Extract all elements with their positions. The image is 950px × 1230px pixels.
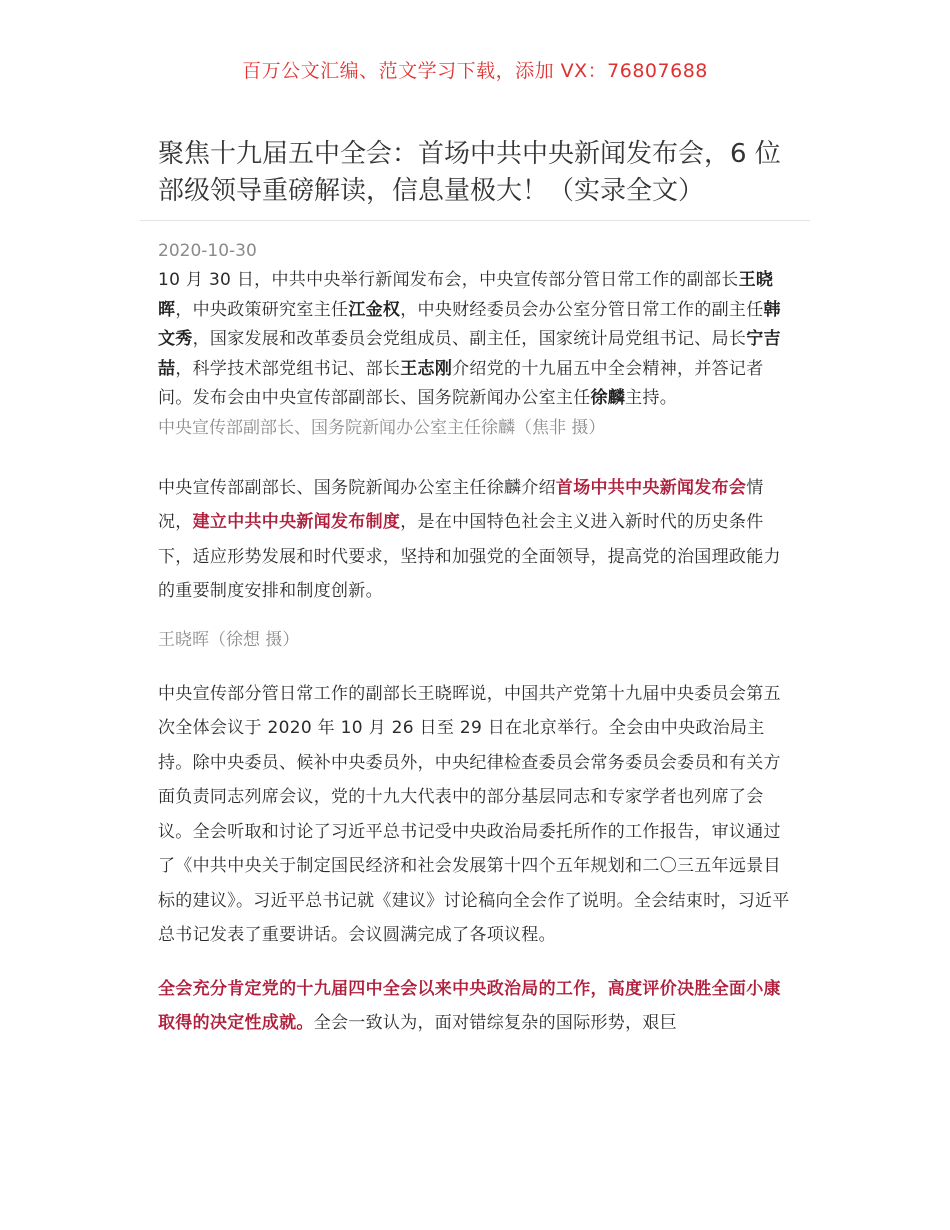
highlight-text: 首场中共中央新闻发布会 bbox=[555, 477, 747, 498]
paragraph-text: 情况， bbox=[158, 477, 764, 532]
person-name: 韩文秀 bbox=[158, 299, 781, 349]
lead-text: 10 月 30 日，中共中央举行新闻发布会，中央宣传部分管日常工作的副部长 bbox=[158, 270, 739, 290]
lead-text: ，科学技术部党组书记、部长 bbox=[175, 358, 401, 379]
lead-text: ，中央政策研究室主任 bbox=[175, 299, 349, 320]
publish-date: 2020-10-30 bbox=[158, 241, 257, 261]
person-name: 王志刚 bbox=[400, 358, 453, 379]
title-divider bbox=[140, 220, 810, 221]
paragraph-text: 中央宣传部副部长、国务院新闻办公室主任徐麟介绍 bbox=[158, 477, 556, 498]
paragraph-plenum-assessment bbox=[158, 972, 794, 1041]
person-name: 宁吉喆 bbox=[158, 329, 781, 379]
lead-text: ，国家发展和改革委员会党组成员、副主任，国家统计局党组书记、局长 bbox=[192, 329, 747, 349]
photo-caption: 中央宣传部副部长、国务院新闻办公室主任徐麟（焦非 摄） bbox=[158, 417, 606, 438]
paragraph-text: 全会一致认为，面对错综复杂的国际形势，艰巨 bbox=[313, 1013, 678, 1033]
article-title: 聚焦十九届五中全会：首场中共中央新闻发布会，6 位部级领导重磅解读，信息量极大！（实录全文） bbox=[158, 139, 781, 206]
highlight-text: 建立中共中央新闻发布制度 bbox=[192, 512, 401, 532]
header-banner: 百万公文汇编、范文学习下载，添加 VX：76807688 bbox=[242, 60, 708, 82]
person-name: 江金权 bbox=[348, 299, 401, 320]
paragraph-wang-xiaohui: 中央宣传部分管日常工作的副部长王晓晖说，中国共产党第十九届中央委员会第五次全体会议于 2020 年 10 月 26 日至 29 日在北京举行。全会由中央政治局主持。除中央委员、候补中央委员外，中央纪律检查委员会常务委员会委员和有关方面负责同志列席会议，党的十九大代表中的部分基层同志和专家学者也列席了会议。全会听取和讨论了习近平总书记受中央政治局委托所作的工作报告，审议通过了《中共中央关于制定国民经济和社会发展第十四个五年规划和二〇三五年远景目标的建议》。习近平总书记就《建议》讨论稿向全会作了说明。全会结束时，习近平总书记发表了重要讲话。会议圆满完成了各项议程。 bbox=[158, 683, 790, 945]
photo-caption: 王晓晖（徐想 摄） bbox=[158, 629, 300, 650]
lead-text: ，中央财经委员会办公室分管日常工作的副主任 bbox=[400, 299, 764, 320]
lead-text: 介绍党的十九届五中全会精神，并答记者问。发布会由中央宣传部副部长、国务院新闻办公室主任 bbox=[158, 358, 764, 408]
article-body bbox=[158, 239, 794, 1041]
person-name: 徐麟 bbox=[590, 388, 626, 408]
person-name: 王晓晖 bbox=[158, 270, 774, 320]
lead-paragraph bbox=[158, 266, 794, 414]
paragraph-xu-lin bbox=[158, 471, 794, 609]
lead-text: 主持。 bbox=[625, 388, 678, 408]
paragraph-text: ，是在中国特色社会主义进入新时代的历史条件下，适应形势发展和时代要求，坚持和加强党的全面领导，提高党的治国理政能力的重要制度安排和制度创新。 bbox=[158, 512, 781, 601]
highlight-text: 全会充分肯定党的十九届四中全会以来中央政治局的工作，高度评价决胜全面小康取得的决定性成就。 bbox=[158, 978, 781, 1033]
